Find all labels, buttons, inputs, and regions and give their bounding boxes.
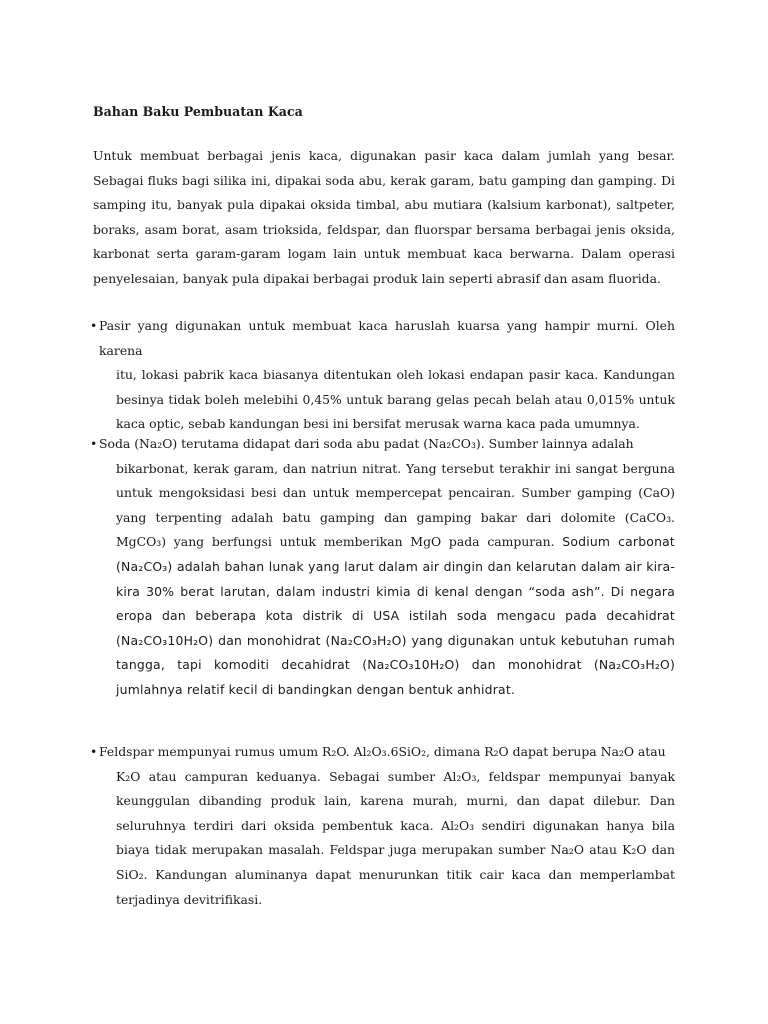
bullet-item-feldspar xyxy=(90,740,675,912)
bullet-item-soda xyxy=(90,432,675,703)
bullet-item-pasir xyxy=(90,314,675,437)
intro-paragraph: Untuk membuat berbagai jenis kaca, digunakan pasir kaca dalam jumlah yang besar. Sebagai fluks bagi silika ini, dipakai soda abu, kerak garam, batu gamping dan gamping. Di samping itu, banyak pula dipakai oksida timbal, abu mutiara (kalsium karbonat), saltpeter, boraks, asam borat, asam trioksida, feldspar, dan fluorspar bersama berbagai jenis oksida, karbonat serta garam-garam logam lain untuk membuat kaca berwarna. Dalam operasi penyelesaian, banyak pula dipakai berbagai produk lain seperti abrasif dan asam fluorida. xyxy=(93,148,675,286)
bullet-icon: • xyxy=(90,436,98,451)
bullet-first-line: Feldspar mempunyai rumus umum R₂O. Al₂O₃.6SiO₂, dimana R₂O dapat berupa Na₂O atau xyxy=(99,744,666,759)
bullet-icon: • xyxy=(90,744,98,759)
bullet-body xyxy=(90,457,675,703)
bullet-body: K₂O atau campuran keduanya. Sebagai sumber Al₂O₃, feldspar mempunyai banyak keunggulan dibanding produk lain, karena murah, murni, dan dapat dilebur. Dan seluruhnya terdiri dari oksida pembentuk kaca. Al₂O₃ sendiri digunakan hanya bila biaya tidak merupakan masalah. Feldspar juga merupakan sumber Na₂O atau K₂O dan SiO₂. Kandungan aluminanya dapat menurunkan titik cair kaca dan memperlambat terjadinya devitrifikasi. xyxy=(116,768,675,907)
bullet-first-line: Soda (Na₂O) terutama didapat dari soda abu padat (Na₂CO₃). Sumber lainnya adalah xyxy=(99,436,634,451)
bullet-body-sans: Sodium carbonat (Na₂CO₃) adalah bahan lunak yang larut dalam air dingin dan kelarutan dalam air kira-kira 30% berat larutan, dalam industri kimia di kenal dengan “soda ash”. Di negara eropa dan beberapa kota distrik di USA istilah soda mengacu pada decahidrat (Na₂CO₃10H₂O) dan monohidrat (Na₂CO₃H₂O) yang digunakan untuk kebutuhan rumah tangga, tapi komoditi decahidrat (Na₂CO₃10H₂O) dan monohidrat (Na₂CO₃H₂O) jumlahnya relatif kecil di bandingkan dengan bentuk anhidrat. xyxy=(116,534,675,697)
bullet-body: itu, lokasi pabrik kaca biasanya ditentukan oleh lokasi endapan pasir kaca. Kandungan besinya tidak boleh melebihi 0,45% untuk barang gelas pecah belah atau 0,015% untuk kaca optic, sebab kandungan besi ini bersifat merusak warna kaca pada umumnya. xyxy=(116,367,675,432)
bullet-icon: • xyxy=(90,318,98,333)
bullet-body-serif: bikarbonat, kerak garam, dan natriun nitrat. Yang tersebut terakhir ini sangat berguna untuk mengoksidasi besi dan untuk mempercepat pencairan. Sumber gamping (CaO) yang terpenting adalah batu gamping dan gamping bakar dari dolomite (CaCO₃. MgCO₃) yang berfungsi untuk memberikan MgO pada campuran. xyxy=(116,460,675,550)
bullet-first-line: Pasir yang digunakan untuk membuat kaca haruslah kuarsa yang hampir murni. Oleh karena xyxy=(99,318,675,358)
document-title: Bahan Baku Pembuatan Kaca xyxy=(93,104,303,119)
